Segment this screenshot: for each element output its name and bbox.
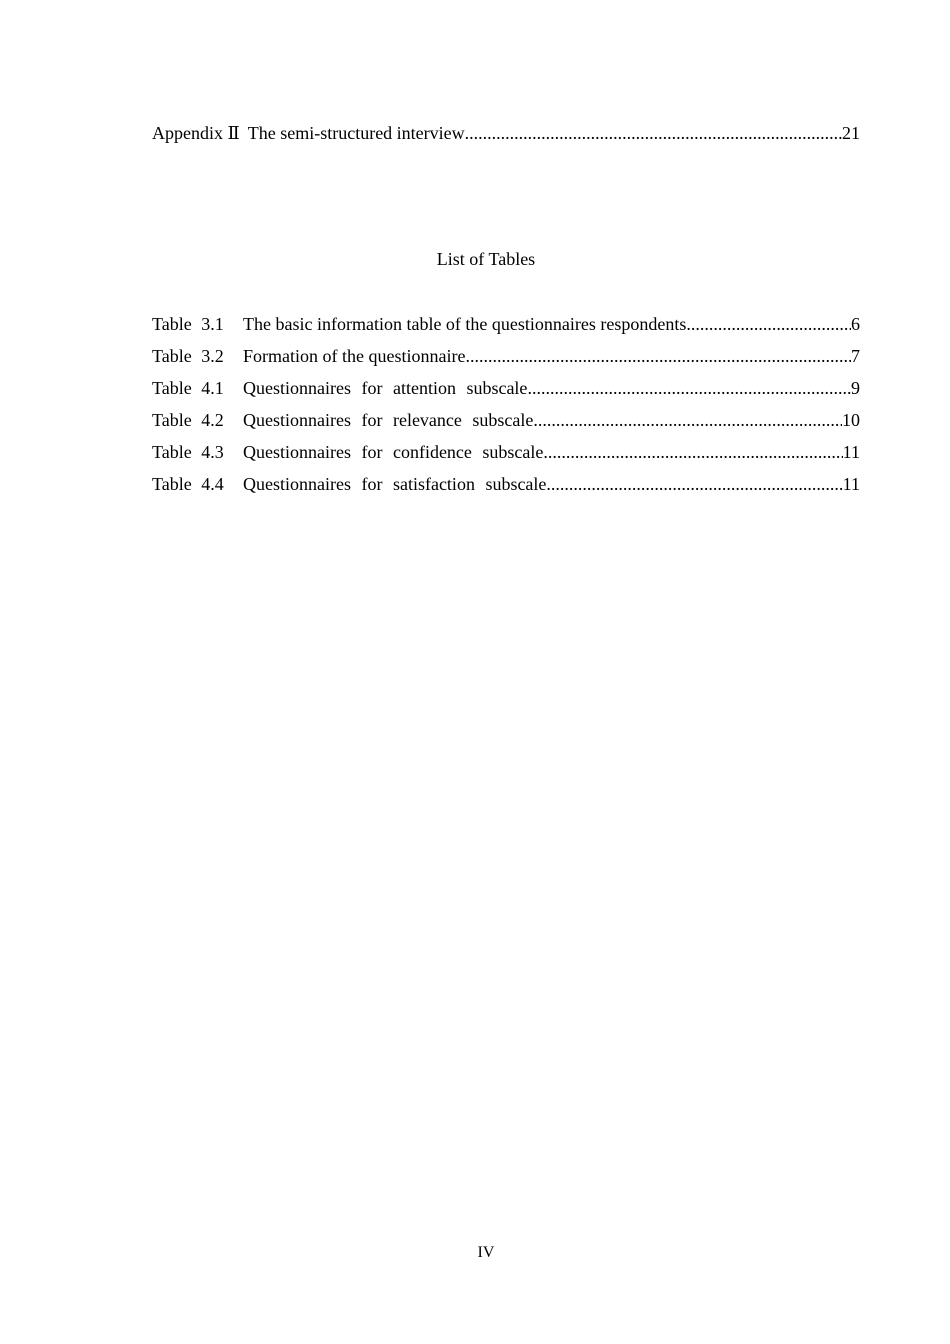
table-title: Questionnaires for satisfaction subscale (243, 474, 547, 494)
table-toc-entry-4-3[interactable] (152, 441, 860, 463)
table-toc-entry-3-2[interactable] (152, 345, 860, 367)
table-toc-entry-4-4[interactable] (152, 473, 860, 495)
table-label: Table 4.2 (152, 410, 224, 430)
dot-leader (533, 409, 842, 431)
table-page-number: 6 (851, 314, 860, 334)
dot-leader (465, 122, 842, 144)
dot-leader (465, 345, 851, 367)
table-toc-entry-3-1[interactable] (152, 313, 860, 335)
table-title: Questionnaires for attention subscale (243, 378, 528, 398)
dot-leader (543, 441, 842, 463)
appendix-toc-entry[interactable] (152, 122, 860, 144)
table-page-number: 7 (851, 346, 860, 366)
appendix-label: Appendix Ⅱ (152, 123, 240, 143)
table-title: The basic information table of the questionnaires respondents (243, 314, 687, 334)
page-number-footer: IV (477, 1244, 495, 1261)
table-toc-entry-4-1[interactable] (152, 377, 860, 399)
table-title: Questionnaires for confidence subscale (243, 442, 544, 462)
table-page-number: 9 (851, 378, 860, 398)
table-page-number: 10 (842, 410, 860, 430)
dot-leader (546, 473, 842, 495)
table-label: Table 4.1 (152, 378, 224, 398)
table-title: Questionnaires for relevance subscale (243, 410, 534, 430)
table-page-number: 11 (842, 474, 860, 494)
table-label: Table 4.4 (152, 474, 224, 494)
table-label: Table 4.3 (152, 442, 224, 462)
table-toc-entry-4-2[interactable] (152, 409, 860, 431)
appendix-page-number: 21 (842, 123, 860, 143)
table-title: Formation of the questionnaire (243, 346, 466, 366)
table-page-number: 11 (842, 442, 860, 462)
dot-leader (686, 313, 851, 335)
appendix-title: The semi-structured interview (247, 123, 465, 143)
table-label: Table 3.2 (152, 346, 224, 366)
list-of-tables-heading: List of Tables (436, 249, 536, 269)
table-label: Table 3.1 (152, 314, 224, 334)
dot-leader (527, 377, 851, 399)
